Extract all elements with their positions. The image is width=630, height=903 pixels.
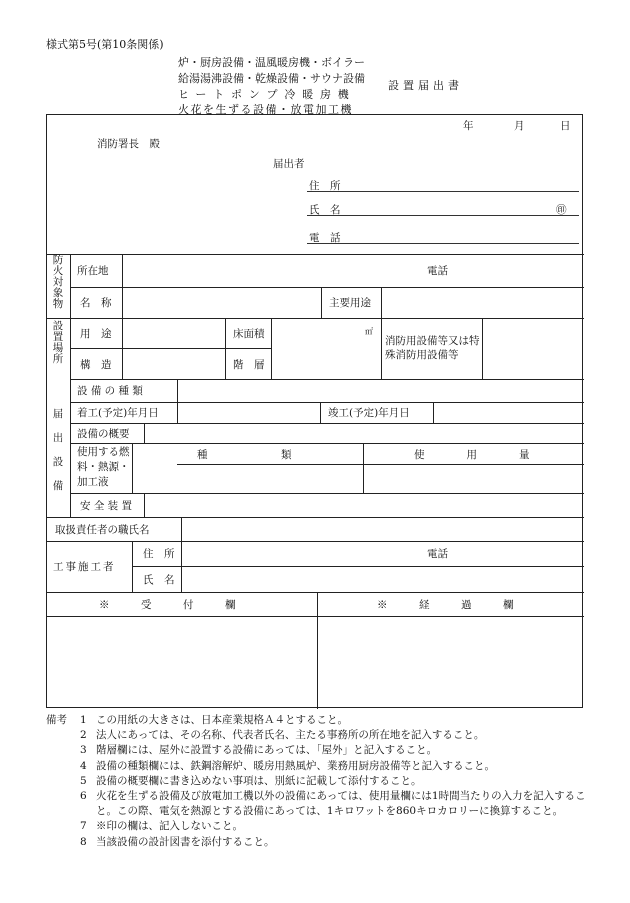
divider [70, 402, 584, 403]
divider [47, 616, 584, 617]
note-text: ※印の欄は、記入しないこと。 [96, 820, 243, 833]
form-frame [46, 114, 583, 708]
divider [144, 423, 145, 443]
divider [70, 423, 584, 424]
note-text: この用紙の大きさは、日本産業規格Ａ４とすること。 [96, 714, 348, 726]
date-month: 月 [514, 120, 525, 132]
note-text: 法人にあっては、その名称、代表者氏名、主たる事務所の所在地を記入すること。 [96, 729, 485, 742]
floor-area-label: 床面積 [233, 328, 265, 340]
divider [225, 318, 226, 379]
note-number: 1 [80, 714, 87, 726]
equipment-line-2: 給湯湯沸設備・乾燥設備・サウナ設備 [178, 72, 365, 85]
divider [132, 541, 133, 592]
reception-column-header: ※ 受 付 欄 [99, 599, 236, 611]
divider [70, 254, 71, 518]
divider [181, 517, 182, 541]
site-use-label: 用 途 [80, 328, 112, 340]
contractor-name-label: 氏 名 [143, 574, 175, 586]
fuel-label: 使用する燃料・熱源・加工液 [77, 446, 130, 488]
note-number: 8 [80, 835, 87, 848]
fire-equipment-label: 消防用設備等又は特殊消防用設備等 [385, 335, 480, 361]
note-text: 階層欄には、屋外に設置する設備にあっては、「屋外」と記入すること。 [96, 744, 438, 757]
start-date-label: 着工(予定)年月日 [77, 407, 159, 419]
location-label: 所在地 [77, 265, 109, 277]
main-use-label: 主要用途 [329, 297, 371, 309]
notes-head: 備考 [46, 714, 67, 726]
equipment-line-3: ヒートポンプ冷暖房機 [178, 88, 356, 101]
usage-label: 使 用 量 [414, 449, 530, 461]
form-number: 様式第5号(第10条関係) [46, 38, 164, 51]
divider [177, 379, 178, 402]
note-number: 2 [80, 729, 87, 742]
addressee: 消防署長 殿 [97, 138, 160, 150]
divider [70, 379, 584, 380]
notifier-label: 届出者 [273, 158, 305, 170]
square-meter-unit: ㎡ [365, 327, 373, 336]
divider [317, 592, 318, 709]
note-text: 当該設備の設計図書を添付すること。 [96, 835, 275, 848]
structure-label: 構 造 [80, 359, 112, 371]
divider [47, 592, 584, 593]
floor-label: 階 層 [233, 359, 265, 371]
manager-label: 取扱責任者の職氏名 [55, 524, 150, 536]
note-number: 3 [80, 744, 87, 757]
contractor-label: 工事施工者 [53, 561, 116, 573]
divider [132, 566, 584, 567]
divider [271, 318, 272, 379]
site-section-label: 設置場所 [52, 320, 64, 365]
divider [321, 287, 322, 318]
note-number: 6 [80, 790, 87, 803]
divider [181, 541, 182, 592]
divider [47, 318, 584, 319]
divider [482, 318, 483, 379]
progress-column-header: ※ 経 過 欄 [377, 599, 514, 611]
divider [381, 287, 382, 318]
equipment-line-4: 火花を生ずる設備・放電加工機 [178, 103, 353, 116]
equipment-line-1: 炉・厨房設備・温風暖房機・ボイラー [178, 56, 365, 69]
divider [320, 402, 321, 423]
note-text: 設備の概要欄に書き込めない事項は、別紙に記載して添付すること。 [96, 774, 422, 787]
note-text: 火花を生ずる設備及び放電加工機以外の設備にあっては、使用量欄には1時間当たりの入力を記入すること。この際、電気を熱源とする設備にあっては、1キロワットを860キロカロリーに換算すること。 [96, 790, 586, 818]
target-phone-label: 電話 [427, 265, 448, 277]
contractor-address-label: 住 所 [143, 548, 175, 560]
form-name: 設置届出書 [388, 79, 463, 92]
complete-date-label: 竣工(予定)年月日 [328, 407, 410, 419]
divider [433, 402, 434, 423]
note-number: 4 [80, 759, 87, 772]
kind-label: 種 類 [197, 449, 292, 461]
note-number: 7 [80, 820, 87, 833]
divider [70, 287, 584, 288]
notifier-phone-label: 電 話 [309, 232, 341, 244]
divider [70, 348, 271, 349]
divider [144, 493, 145, 517]
divider [47, 254, 584, 255]
divider [70, 493, 584, 494]
divider [47, 517, 584, 518]
target-section-label: 防火対象物 [52, 254, 64, 310]
note-number: 5 [80, 774, 87, 787]
divider [381, 318, 382, 379]
date-year: 年 [463, 120, 474, 132]
notifier-address-line[interactable] [307, 191, 579, 192]
divider [47, 541, 584, 542]
notifier-name-label: 氏 名 [309, 204, 341, 216]
notifier-address-label: 住 所 [309, 180, 341, 192]
divider [177, 402, 178, 423]
overview-label: 設備の概要 [77, 428, 130, 440]
divider [363, 443, 364, 493]
divider [70, 443, 584, 444]
notifier-name-line[interactable] [307, 215, 579, 216]
divider [177, 464, 584, 465]
notifier-phone-line[interactable] [307, 243, 579, 244]
equipment-type-label: 設 備 の 種 類 [77, 385, 143, 397]
notes [46, 713, 586, 850]
note-text: 設備の種類欄には、鉄鋼溶解炉、暖房用熱風炉、業務用厨房設備等と記入すること。 [96, 759, 495, 772]
divider [122, 254, 123, 379]
seal-mark: ㊞ [556, 204, 567, 216]
safety-device-label: 安 全 装 置 [80, 500, 133, 512]
equipment-section-label: 届出設備 [52, 408, 64, 492]
date-day: 日 [560, 120, 571, 132]
target-name-label: 名 称 [80, 297, 112, 309]
contractor-phone-label: 電話 [427, 548, 448, 560]
